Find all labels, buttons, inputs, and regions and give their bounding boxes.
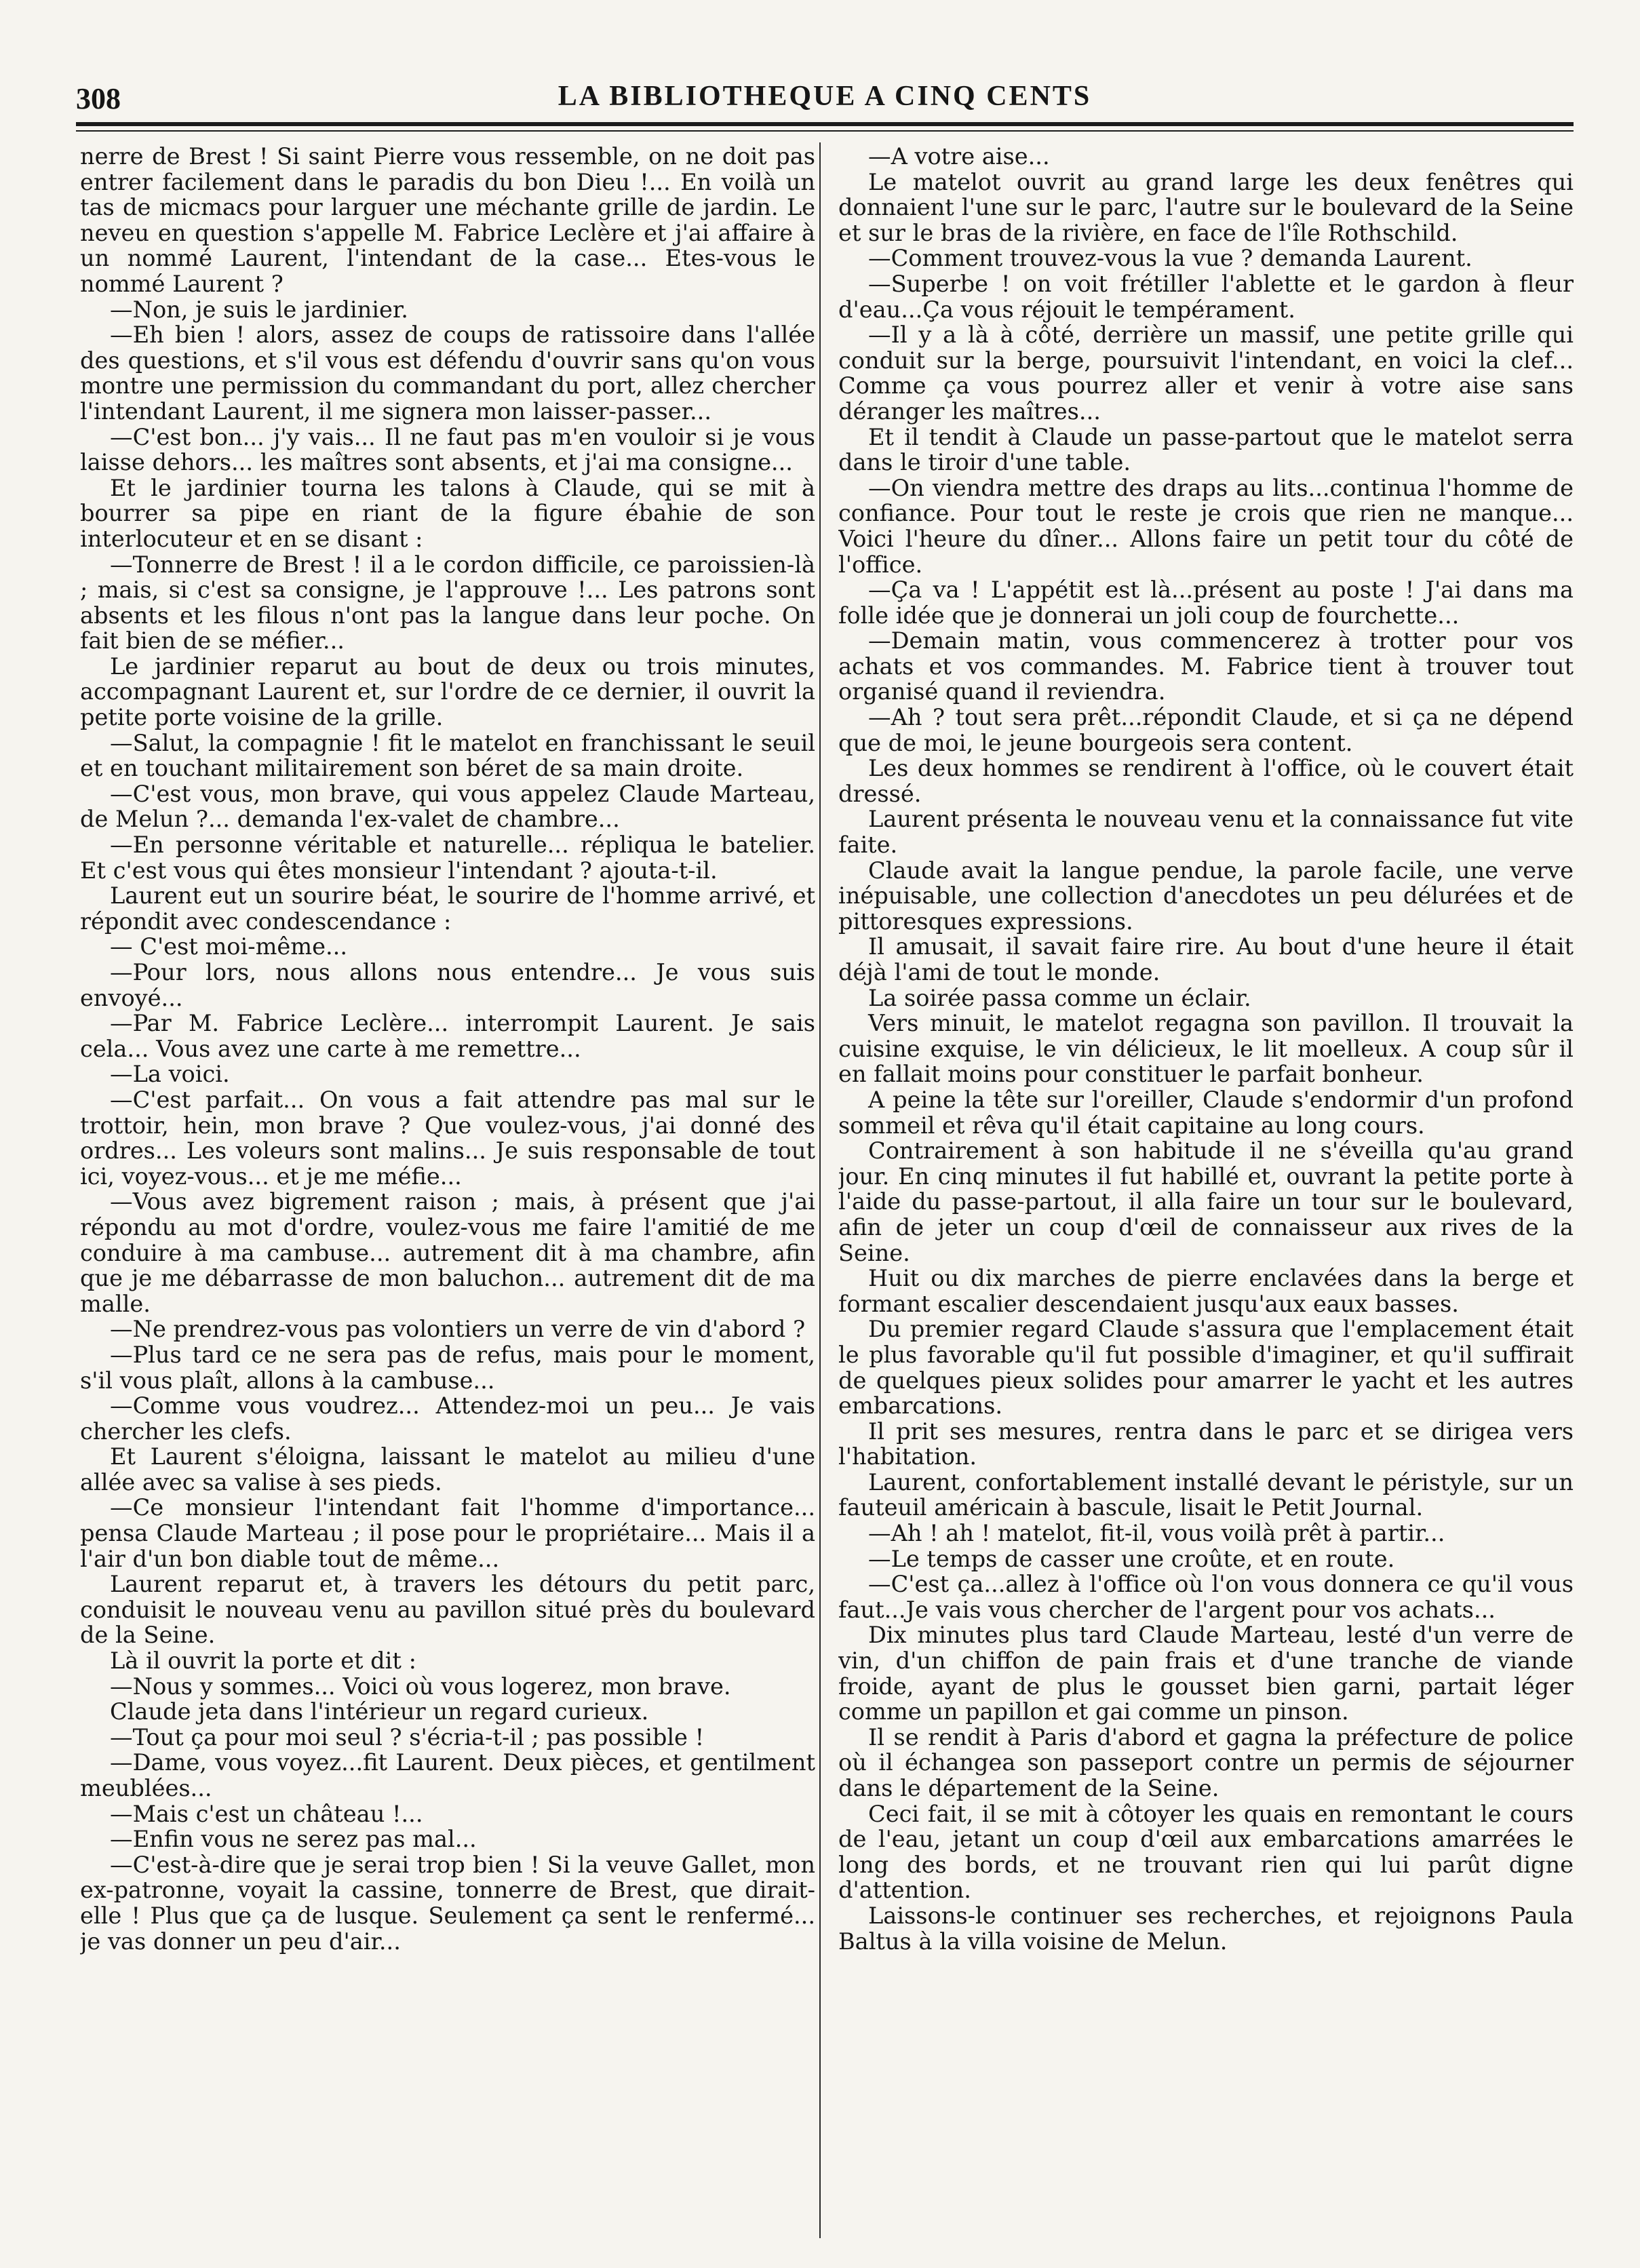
paragraph: —Dame, vous voyez...fit Laurent. Deux pièces, et gentilment meublées... <box>80 1749 815 1801</box>
paragraph: —Comme vous voudrez... Attendez-moi un peu... Je vais chercher les clefs. <box>80 1392 815 1445</box>
paragraph: Là il ouvrit la porte et dit : <box>110 1647 416 1675</box>
paragraph: —Non, je suis le jardinier. <box>110 296 408 323</box>
paragraph: Vers minuit, le matelot regagna son pavillon. Il trouvait la cuisine exquise, le vin délicieux, le lit moelleux. A coup sûr il en fallait moins pour constituer le parfait bonheur. <box>838 1010 1574 1088</box>
paragraph: —Il y a là à côté, derrière un massif, une petite grille qui conduit sur la berge, poursuivit l'intendant, en voici la clef... Comme ça vous pourrez aller et venir à votre aise sans déranger les maîtres... <box>838 321 1574 425</box>
paragraph: —Pour lors, nous allons nous entendre... Je vous suis envoyé... <box>80 959 815 1011</box>
paragraph: —Ah ? tout sera prêt...répondit Claude, et si ça ne dépend que de moi, le jeune bourgeois sera content. <box>838 704 1574 756</box>
header-rule <box>76 122 1574 126</box>
paragraph: —Demain matin, vous commencerez à trotter pour vos achats et vos commandes. M. Fabrice tient à trouver tout organisé quand il reviendra. <box>838 627 1574 705</box>
paragraph: —Mais c'est un château !... <box>110 1800 423 1827</box>
header-rule-thin <box>76 130 1574 132</box>
right-column <box>838 144 1574 2253</box>
paragraph: Et il tendit à Claude un passe-partout que le matelot serra dans le tiroir d'une table. <box>838 423 1574 476</box>
paragraph: Laissons-le continuer ses recherches, et rejoignons Paula Baltus à la villa voisine de Melun. <box>838 1902 1574 1955</box>
paragraph: Il prit ses mesures, rentra dans le parc et se dirigea vers l'habitation. <box>838 1418 1574 1470</box>
page-number: 308 <box>76 82 121 115</box>
paragraph: Et le jardinier tourna les talons à Claude, qui se mit à bourrer sa pipe en riant de la figure ébahie de son interlocuteur et en se disant : <box>80 474 815 552</box>
paragraph: Laurent reparut et, à travers les détours du petit parc, conduisit le nouveau venu au pavillon situé près du boulevard de la Seine. <box>80 1571 815 1649</box>
paragraph: —En personne véritable et naturelle... répliqua le batelier. Et c'est vous qui êtes monsieur l'intendant ? ajouta-t-il. <box>80 832 815 884</box>
paragraph: —C'est ça...allez à l'office où l'on vous donnera ce qu'il vous faut...Je vais vous chercher de l'argent pour vos achats... <box>838 1571 1574 1623</box>
paragraph: —Comment trouvez-vous la vue ? demanda Laurent. <box>868 245 1472 272</box>
paragraph: —C'est vous, mon brave, qui vous appelez Claude Marteau, de Melun ?... demanda l'ex-valet de chambre... <box>80 780 815 833</box>
paragraph: Le matelot ouvrit au grand large les deux fenêtres qui donnaient l'une sur le parc, l'autre sur le boulevard de la Seine et sur le bras de la rivière, en face de l'île Rothschild. <box>838 168 1574 246</box>
paragraph: —Enfin vous ne serez pas mal... <box>110 1826 477 1853</box>
paragraph: —Ce monsieur l'intendant fait l'homme d'importance... pensa Claude Marteau ; il pose pour le propriétaire... Mais il a l'air d'un bon diable tout de même... <box>80 1494 815 1572</box>
paragraph: —Nous y sommes... Voici où vous logerez, mon brave. <box>110 1673 731 1700</box>
page-header <box>76 76 1574 119</box>
paragraph: —Vous avez bigrement raison ; mais, à présent que j'ai répondu au mot d'ordre, voulez-vous me faire l'amitié de me conduire à ma cambuse... autrement dit à ma chambre, afin que je me débarrasse de mon baluchon... autrement dit de ma malle. <box>80 1188 815 1317</box>
paragraph: —Eh bien ! alors, assez de coups de ratissoire dans l'allée des questions, et s'il vous est défendu d'ouvrir sans qu'on vous montre une permission du commandant du port, allez chercher l'intendant Laurent, il me signera mon laisser-passer... <box>80 321 815 425</box>
paragraph: Il se rendit à Paris d'abord et gagna la préfecture de police où il échangea son passeport contre un permis de séjourner dans le département de la Seine. <box>838 1723 1574 1801</box>
paragraph: Ceci fait, il se mit à côtoyer les quais en remontant le cours de l'eau, jetant un coup d'œil aux embarcations amarrées le long des bords, et ne trouvant rien qui lui parût digne d'attention. <box>838 1800 1574 1904</box>
paragraph: Contrairement à son habitude il ne s'éveilla qu'au grand jour. En cinq minutes il fut habillé et, ouvrant la petite porte à l'aide du passe-partout, il alla faire un tour sur le boulevard, afin de jeter un coup d'œil de connaisseur aux rives de la Seine. <box>838 1137 1574 1266</box>
paragraph: Huit ou dix marches de pierre enclavées dans la berge et formant escalier descendaient jusqu'aux eaux basses. <box>838 1265 1574 1317</box>
paragraph: Laurent présenta le nouveau venu et la connaissance fut vite faite. <box>838 806 1574 859</box>
paragraph: —Tonnerre de Brest ! il a le cordon difficile, ce paroissien-là ; mais, si c'est sa consigne, je l'approuve !... Les patrons sont absents et les filous n'ont pas la langue dans leur poche. On fait bien de se méfier... <box>80 551 815 654</box>
paragraph: Laurent eut un sourire béat, le sourire de l'homme arrivé, et répondit avec condescendance : <box>80 882 815 935</box>
paragraph: Le jardinier reparut au bout de deux ou trois minutes, accompagnant Laurent et, sur l'ordre de ce dernier, il ouvrit la petite porte voisine de la grille. <box>80 652 815 731</box>
paragraph: —Plus tard ce ne sera pas de refus, mais pour le moment, s'il vous plaît, allons à la cambuse... <box>80 1341 815 1394</box>
paragraph: Il amusait, il savait faire rire. Au bout d'une heure il était déjà l'ami de tout le monde. <box>838 933 1574 985</box>
paragraph: —La voici. <box>110 1061 230 1088</box>
paragraph: — C'est moi-même... <box>110 933 348 960</box>
paragraph: nerre de Brest ! Si saint Pierre vous ressemble, on ne doit pas entrer facilement dans le paradis du bon Dieu !... En voilà un tas de micmacs pour larguer une méchante grille de jardin. Le neveu en question s'appelle M. Fabrice Leclère et j'ai affaire à un nommé Laurent, l'intendant de la case... Etes-vous le nommé Laurent ? <box>80 144 815 297</box>
paragraph: —C'est bon... j'y vais... Il ne faut pas m'en vouloir si je vous laisse dehors... les maîtres sont absents, et j'ai ma consigne... <box>80 423 815 476</box>
column-divider <box>819 142 821 2238</box>
paragraph: Claude avait la langue pendue, la parole facile, une verve inépuisable, une collection d'anecdotes un peu délurées et de pittoresques expressions. <box>838 857 1574 935</box>
paragraph: A peine la tête sur l'oreiller, Claude s'endormir d'un profond sommeil et rêva qu'il était capitaine au long cours. <box>838 1086 1574 1139</box>
paragraph: —Ah ! ah ! matelot, fit-il, vous voilà prêt à partir... <box>868 1520 1445 1547</box>
paragraph: Claude jeta dans l'intérieur un regard curieux. <box>110 1698 649 1725</box>
paragraph: —C'est-à-dire que je serai trop bien ! Si la veuve Gallet, mon ex-patronne, voyait la cassine, tonnerre de Brest, que dirait-elle ! Plus que ça de lusque. Seulement ça sent le renfermé... je vas donner un peu d'air... <box>80 1851 815 1955</box>
paragraph: —Ça va ! L'appétit est là...présent au poste ! J'ai dans ma folle idée que je donnerai un joli coup de fourchette... <box>838 576 1574 629</box>
paragraph: Du premier regard Claude s'assura que l'emplacement était le plus favorable qu'il fut possible d'imaginer, et qu'il suffirait de quelques pieux solides pour amarrer le yacht et les autres embarcations. <box>838 1316 1574 1420</box>
running-title: LA BIBLIOTHEQUE A CINQ CENTS <box>558 81 1092 112</box>
paragraph: —Le temps de casser une croûte, et en route. <box>868 1545 1395 1572</box>
paragraph: —Par M. Fabrice Leclère... interrompit Laurent. Je sais cela... Vous avez une carte à me remettre... <box>80 1010 815 1062</box>
paragraph: —Tout ça pour moi seul ? s'écria-t-il ; pas possible ! <box>110 1723 705 1751</box>
paragraph: Dix minutes plus tard Claude Marteau, lesté d'un verre de vin, d'un chiffon de pain frais et d'une tranche de viande froide, ayant de plus le gousset bien garni, partait léger comme un papillon et gai comme un pinson. <box>838 1622 1574 1725</box>
paragraph: —Ne prendrez-vous pas volontiers un verre de vin d'abord ? <box>110 1316 806 1343</box>
paragraph: Les deux hommes se rendirent à l'office, où le couvert était dressé. <box>838 755 1574 807</box>
paragraph: Laurent, confortablement installé devant le péristyle, sur un fauteuil américain à bascule, lisait le Petit Journal. <box>838 1468 1574 1521</box>
paragraph: —A votre aise... <box>868 144 1050 170</box>
left-column <box>80 144 815 2253</box>
paragraph: —Salut, la compagnie ! fit le matelot en franchissant le seuil et en touchant militairement son béret de sa main droite. <box>80 729 815 782</box>
paragraph: —Superbe ! on voit frétiller l'ablette et le gardon à fleur d'eau...Ça vous réjouit le tempérament. <box>838 270 1574 323</box>
paragraph: —C'est parfait... On vous a fait attendre pas mal sur le trottoir, hein, mon brave ? Que voulez-vous, j'ai donné des ordres... Les voleurs sont malins... Je suis responsable de tout ici, voyez-vous... et je me méfie... <box>80 1086 815 1190</box>
paragraph: —On viendra mettre des draps au lits...continua l'homme de confiance. Pour tout le reste je crois que rien ne manque... Voici l'heure du dîner... Allons faire un petit tour du côté de l'office. <box>838 474 1574 578</box>
paragraph: Et Laurent s'éloigna, laissant le matelot au milieu d'une allée avec sa valise à ses pieds. <box>80 1443 815 1495</box>
paragraph: La soirée passa comme un éclair. <box>868 984 1251 1011</box>
